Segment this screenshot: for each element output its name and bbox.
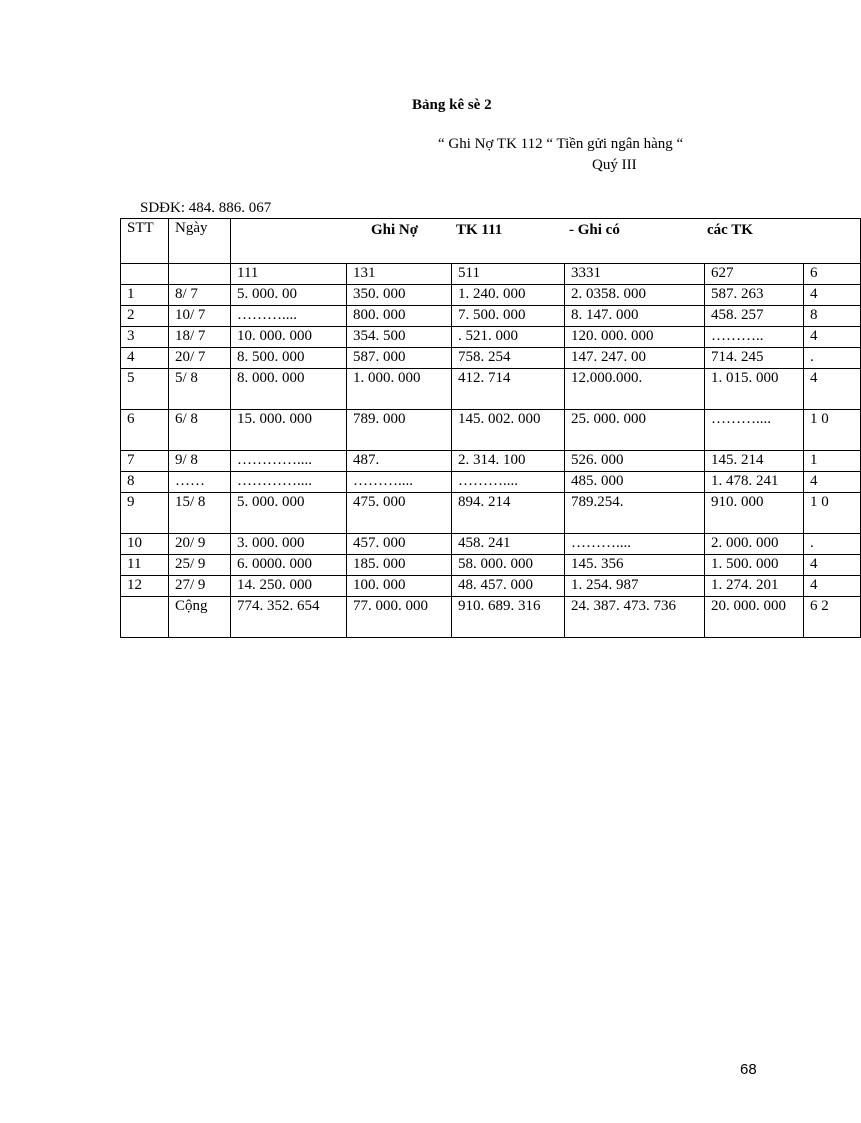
cell-date: 15/ 8 <box>169 493 231 534</box>
cell-c131: 789. 000 <box>347 410 452 451</box>
cell-c131: 350. 000 <box>347 285 452 306</box>
cell-c6: 1 <box>804 451 861 472</box>
cell-c6: 1 0 <box>804 410 861 451</box>
cell-date: 9/ 8 <box>169 451 231 472</box>
cell-c111: 5. 000. 000 <box>231 493 347 534</box>
account-code-blank <box>121 264 169 285</box>
cell-c511: 2. 314. 100 <box>452 451 565 472</box>
table-row <box>121 369 861 410</box>
cell-c6: 4 <box>804 327 861 348</box>
cell-stt: 8 <box>121 472 169 493</box>
header-credit: - Ghi có <box>569 222 620 238</box>
cell-c111: ………….... <box>231 451 347 472</box>
cell-c6: 8 <box>804 306 861 327</box>
cell-c131: 475. 000 <box>347 493 452 534</box>
cell-c111: 774. 352. 654 <box>231 597 347 638</box>
account-code-cell: 111 <box>231 264 347 285</box>
cell-c111: 5. 000. 00 <box>231 285 347 306</box>
cell-c627: 458. 257 <box>705 306 804 327</box>
account-code-cell: 627 <box>705 264 804 285</box>
cell-c627: ……….. <box>705 327 804 348</box>
cell-c511: 894. 214 <box>452 493 565 534</box>
cell-c6: . <box>804 534 861 555</box>
table-row <box>121 472 861 493</box>
table-row <box>121 555 861 576</box>
cell-c6: 4 <box>804 285 861 306</box>
cell-c131: 487. <box>347 451 452 472</box>
cell-c627: 2. 000. 000 <box>705 534 804 555</box>
account-code-cell: 131 <box>347 264 452 285</box>
cell-c511: 412. 714 <box>452 369 565 410</box>
table-row <box>121 576 861 597</box>
cell-c3331: 120. 000. 000 <box>565 327 705 348</box>
cell-c6: . <box>804 348 861 369</box>
cell-c3331: 145. 356 <box>565 555 705 576</box>
cell-c511: . 521. 000 <box>452 327 565 348</box>
cell-stt: 6 <box>121 410 169 451</box>
cell-date: 20/ 7 <box>169 348 231 369</box>
cell-c3331: 147. 247. 00 <box>565 348 705 369</box>
cell-c627: 1. 478. 241 <box>705 472 804 493</box>
cell-stt: 10 <box>121 534 169 555</box>
cell-c111: ……….... <box>231 306 347 327</box>
cell-c111: 8. 500. 000 <box>231 348 347 369</box>
header-date: Ngày <box>169 219 231 264</box>
cell-c111: 15. 000. 000 <box>231 410 347 451</box>
cell-c511: 48. 457. 000 <box>452 576 565 597</box>
cell-date: 20/ 9 <box>169 534 231 555</box>
cell-date: 27/ 9 <box>169 576 231 597</box>
cell-c111: 10. 000. 000 <box>231 327 347 348</box>
ledger-table-container <box>120 218 829 638</box>
cell-c131: 1. 000. 000 <box>347 369 452 410</box>
cell-c6: 6 2 <box>804 597 861 638</box>
cell-stt: 4 <box>121 348 169 369</box>
cell-c3331: 24. 387. 473. 736 <box>565 597 705 638</box>
cell-c627: 145. 214 <box>705 451 804 472</box>
cell-c131: ……….... <box>347 472 452 493</box>
cell-c111: 14. 250. 000 <box>231 576 347 597</box>
quarter-label: Quý III <box>592 157 637 173</box>
table-row <box>121 451 861 472</box>
cell-c511: 145. 002. 000 <box>452 410 565 451</box>
cell-stt: 5 <box>121 369 169 410</box>
cell-c511: 58. 000. 000 <box>452 555 565 576</box>
cell-c3331: 789.254. <box>565 493 705 534</box>
cell-c3331: 8. 147. 000 <box>565 306 705 327</box>
cell-c627: ……….... <box>705 410 804 451</box>
total-row <box>121 597 861 638</box>
document-subtitle: “ Ghi Nợ TK 112 “ Tiền gửi ngân hàng “ <box>438 136 684 152</box>
cell-c6: 1 0 <box>804 493 861 534</box>
cell-date: 25/ 9 <box>169 555 231 576</box>
header-debit: Ghi Nợ <box>371 222 419 238</box>
cell-date: 8/ 7 <box>169 285 231 306</box>
cell-c627: 20. 000. 000 <box>705 597 804 638</box>
cell-c131: 800. 000 <box>347 306 452 327</box>
cell-c131: 354. 500 <box>347 327 452 348</box>
cell-c131: 457. 000 <box>347 534 452 555</box>
cell-date: 18/ 7 <box>169 327 231 348</box>
cell-c627: 1. 500. 000 <box>705 555 804 576</box>
cell-c3331: 485. 000 <box>565 472 705 493</box>
account-code-cell: 511 <box>452 264 565 285</box>
ledger-table <box>120 218 861 638</box>
cell-c511: 758. 254 <box>452 348 565 369</box>
cell-stt: 12 <box>121 576 169 597</box>
cell-c6: 4 <box>804 472 861 493</box>
cell-c111: 6. 0000. 000 <box>231 555 347 576</box>
header-account: TK 111 <box>456 222 503 238</box>
table-row <box>121 327 861 348</box>
cell-stt: 9 <box>121 493 169 534</box>
table-row <box>121 348 861 369</box>
cell-stt: 1 <box>121 285 169 306</box>
cell-c511: 1. 240. 000 <box>452 285 565 306</box>
cell-c6: 4 <box>804 369 861 410</box>
cell-stt <box>121 597 169 638</box>
cell-c6: 4 <box>804 555 861 576</box>
table-row <box>121 285 861 306</box>
cell-date: 6/ 8 <box>169 410 231 451</box>
cell-c111: 3. 000. 000 <box>231 534 347 555</box>
table-row <box>121 534 861 555</box>
account-code-cell: 6 <box>804 264 861 285</box>
cell-stt: 3 <box>121 327 169 348</box>
cell-c131: 77. 000. 000 <box>347 597 452 638</box>
cell-c511: 910. 689. 316 <box>452 597 565 638</box>
cell-c3331: 1. 254. 987 <box>565 576 705 597</box>
cell-c111: ………….... <box>231 472 347 493</box>
cell-c511: 458. 241 <box>452 534 565 555</box>
cell-c3331: ……….... <box>565 534 705 555</box>
cell-date: 5/ 8 <box>169 369 231 410</box>
cell-c627: 1. 274. 201 <box>705 576 804 597</box>
cell-date: …… <box>169 472 231 493</box>
cell-c131: 185. 000 <box>347 555 452 576</box>
table-row <box>121 410 861 451</box>
cell-c627: 1. 015. 000 <box>705 369 804 410</box>
cell-date: 10/ 7 <box>169 306 231 327</box>
cell-stt: 7 <box>121 451 169 472</box>
cell-c627: 587. 263 <box>705 285 804 306</box>
cell-c511: ……….... <box>452 472 565 493</box>
cell-stt: 2 <box>121 306 169 327</box>
cell-c627: 714. 245 <box>705 348 804 369</box>
header-row <box>121 219 861 264</box>
cell-c511: 7. 500. 000 <box>452 306 565 327</box>
cell-c131: 100. 000 <box>347 576 452 597</box>
cell-date: Cộng <box>169 597 231 638</box>
header-accounts-group <box>231 219 861 264</box>
page-number: 68 <box>740 1061 757 1078</box>
cell-c3331: 25. 000. 000 <box>565 410 705 451</box>
account-code-cell: 3331 <box>565 264 705 285</box>
cell-c627: 910. 000 <box>705 493 804 534</box>
header-stt: STT <box>121 219 169 264</box>
cell-c111: 8. 000. 000 <box>231 369 347 410</box>
cell-c3331: 12.000.000. <box>565 369 705 410</box>
table-row <box>121 306 861 327</box>
cell-c131: 587. 000 <box>347 348 452 369</box>
table-row <box>121 493 861 534</box>
cell-c3331: 2. 0358. 000 <box>565 285 705 306</box>
header-accounts: các TK <box>707 222 753 238</box>
account-code-row <box>121 264 861 285</box>
cell-stt: 11 <box>121 555 169 576</box>
cell-c6: 4 <box>804 576 861 597</box>
cell-c3331: 526. 000 <box>565 451 705 472</box>
document-title: Bảng kê sè 2 <box>412 97 492 113</box>
account-code-blank <box>169 264 231 285</box>
opening-balance: SDĐK: 484. 886. 067 <box>140 200 272 216</box>
